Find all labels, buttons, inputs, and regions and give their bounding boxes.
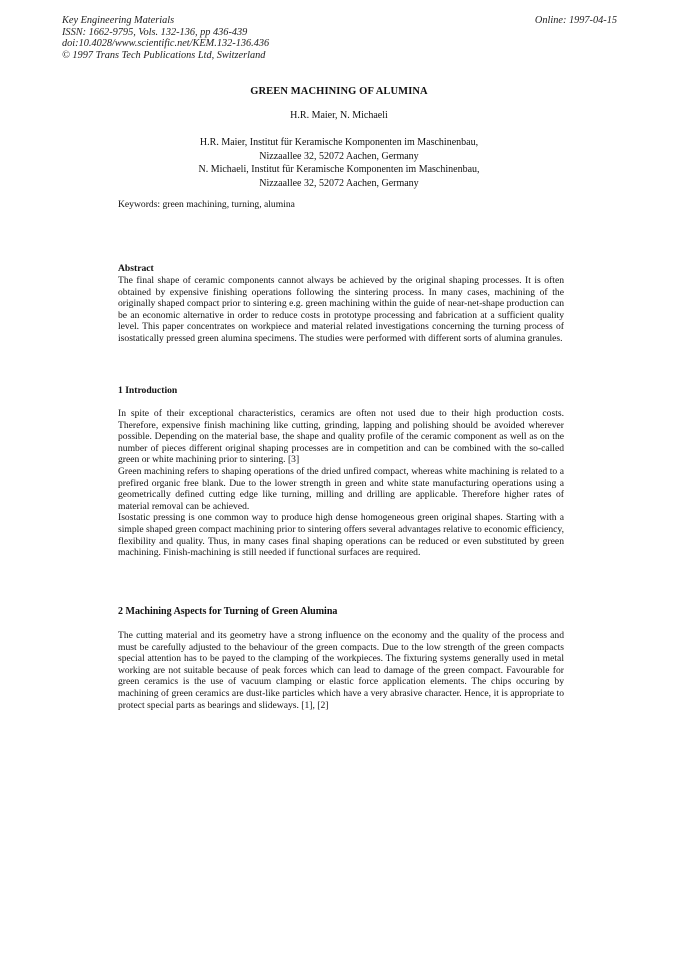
paragraph: In spite of their exceptional characteristics, ceramics are often not used due to their high production costs. Therefore, expensive finish machining like cutting, grinding, lapping and polishing should be avoided wherever possible. Depending on the material base, the shape and quality profile of the ceramic component as well as on the number of pieces different original shaping processes are in competition and can be combined with the so-called green or white machining prior to sintering. [3]: [118, 408, 564, 466]
copyright-line: © 1997 Trans Tech Publications Ltd, Switzerland: [62, 49, 266, 61]
paragraph: Green machining refers to shaping operations of the dried unfired compact, whereas white machining is related to a prefired organic free blank. Due to the lower strength in green and white state manufacturing operations using a geometrically defined cutting edge like turning, milling and drilling are applicable. Therefore higher rates of material removal can be achieved.: [118, 465, 564, 512]
paragraph: Isostatic pressing is one common way to produce high dense homogeneous green original shapes. Starting with a simple shaped green compact machining prior to sintering offers several advantages relative to economic efficiency, flexibility and quality. Thus, in many cases final shaping operations can be reduced or even substituted by green machining. Finish-machining is still needed if functional surfaces are required.: [118, 512, 564, 559]
journal-header: [62, 15, 617, 61]
doi-line: doi:10.4028/www.scientific.net/KEM.132-136.436: [62, 38, 270, 50]
author-list: H.R. Maier, N. Michaeli: [290, 110, 388, 121]
paper-title: GREEN MACHINING OF ALUMINA: [250, 86, 428, 97]
machining-body: The cutting material and its geometry have a strong influence on the economy and the quality of the process and must be carefully adjusted to the behaviour of the green compacts. Due to the low strength of the green compacts special attention has to be payed to the clamping of the workpieces. The fixturing systems generally used in metal working are not suitable because of peak forces which can lead to damage of the green compact. Favourable for green ceramics is the use of vacuum clamping or elastic force application elements. The chips occuring by machining of green ceramics are dust-like particles which have a very abrasive character. Hence, it is appropriate to protect special parts as bearings and slideways. [1], [2]: [118, 630, 564, 711]
introduction-body: [118, 408, 564, 559]
journal-name: Key Engineering Materials: [62, 15, 175, 26]
issn-line: ISSN: 1662-9795, Vols. 132-136, pp 436-439: [62, 26, 248, 38]
keywords: Keywords: green machining, turning, alumina: [118, 199, 295, 210]
abstract-text: The final shape of ceramic components cannot always be achieved by the original shaping processes. It is often obtained by expensive finishing operations following the sintering process. In many cases, machining of the originally shaped compact prior to sintering e.g. green machining within the guide of near-net-shape production can be an economic alternative in order to reduce costs in prototype processing and fabrication at a sufficient quality level. This paper concentrates on workpiece and material related investigations concerning the turning process of isostatically pressed green alumina specimens. The studies were performed with different sorts of alumina granules.: [118, 275, 564, 344]
section-heading-machining: 2 Machining Aspects for Turning of Green Alumina: [118, 606, 338, 617]
affiliation-line: N. Michaeli, Institut für Keramische Komponenten im Maschinenbau,: [198, 164, 480, 175]
section-heading-introduction: 1 Introduction: [118, 385, 178, 396]
affiliation-line: H.R. Maier, Institut für Keramische Komponenten im Maschinenbau,: [199, 137, 479, 148]
affiliation-line: Nizzaallee 32, 52072 Aachen, Germany: [259, 177, 419, 189]
online-date: Online: 1997-04-15: [534, 15, 617, 26]
affiliation-line: Nizzaallee 32, 52072 Aachen, Germany: [259, 150, 419, 162]
affiliations: [0, 136, 678, 190]
abstract-heading: Abstract: [118, 263, 154, 274]
